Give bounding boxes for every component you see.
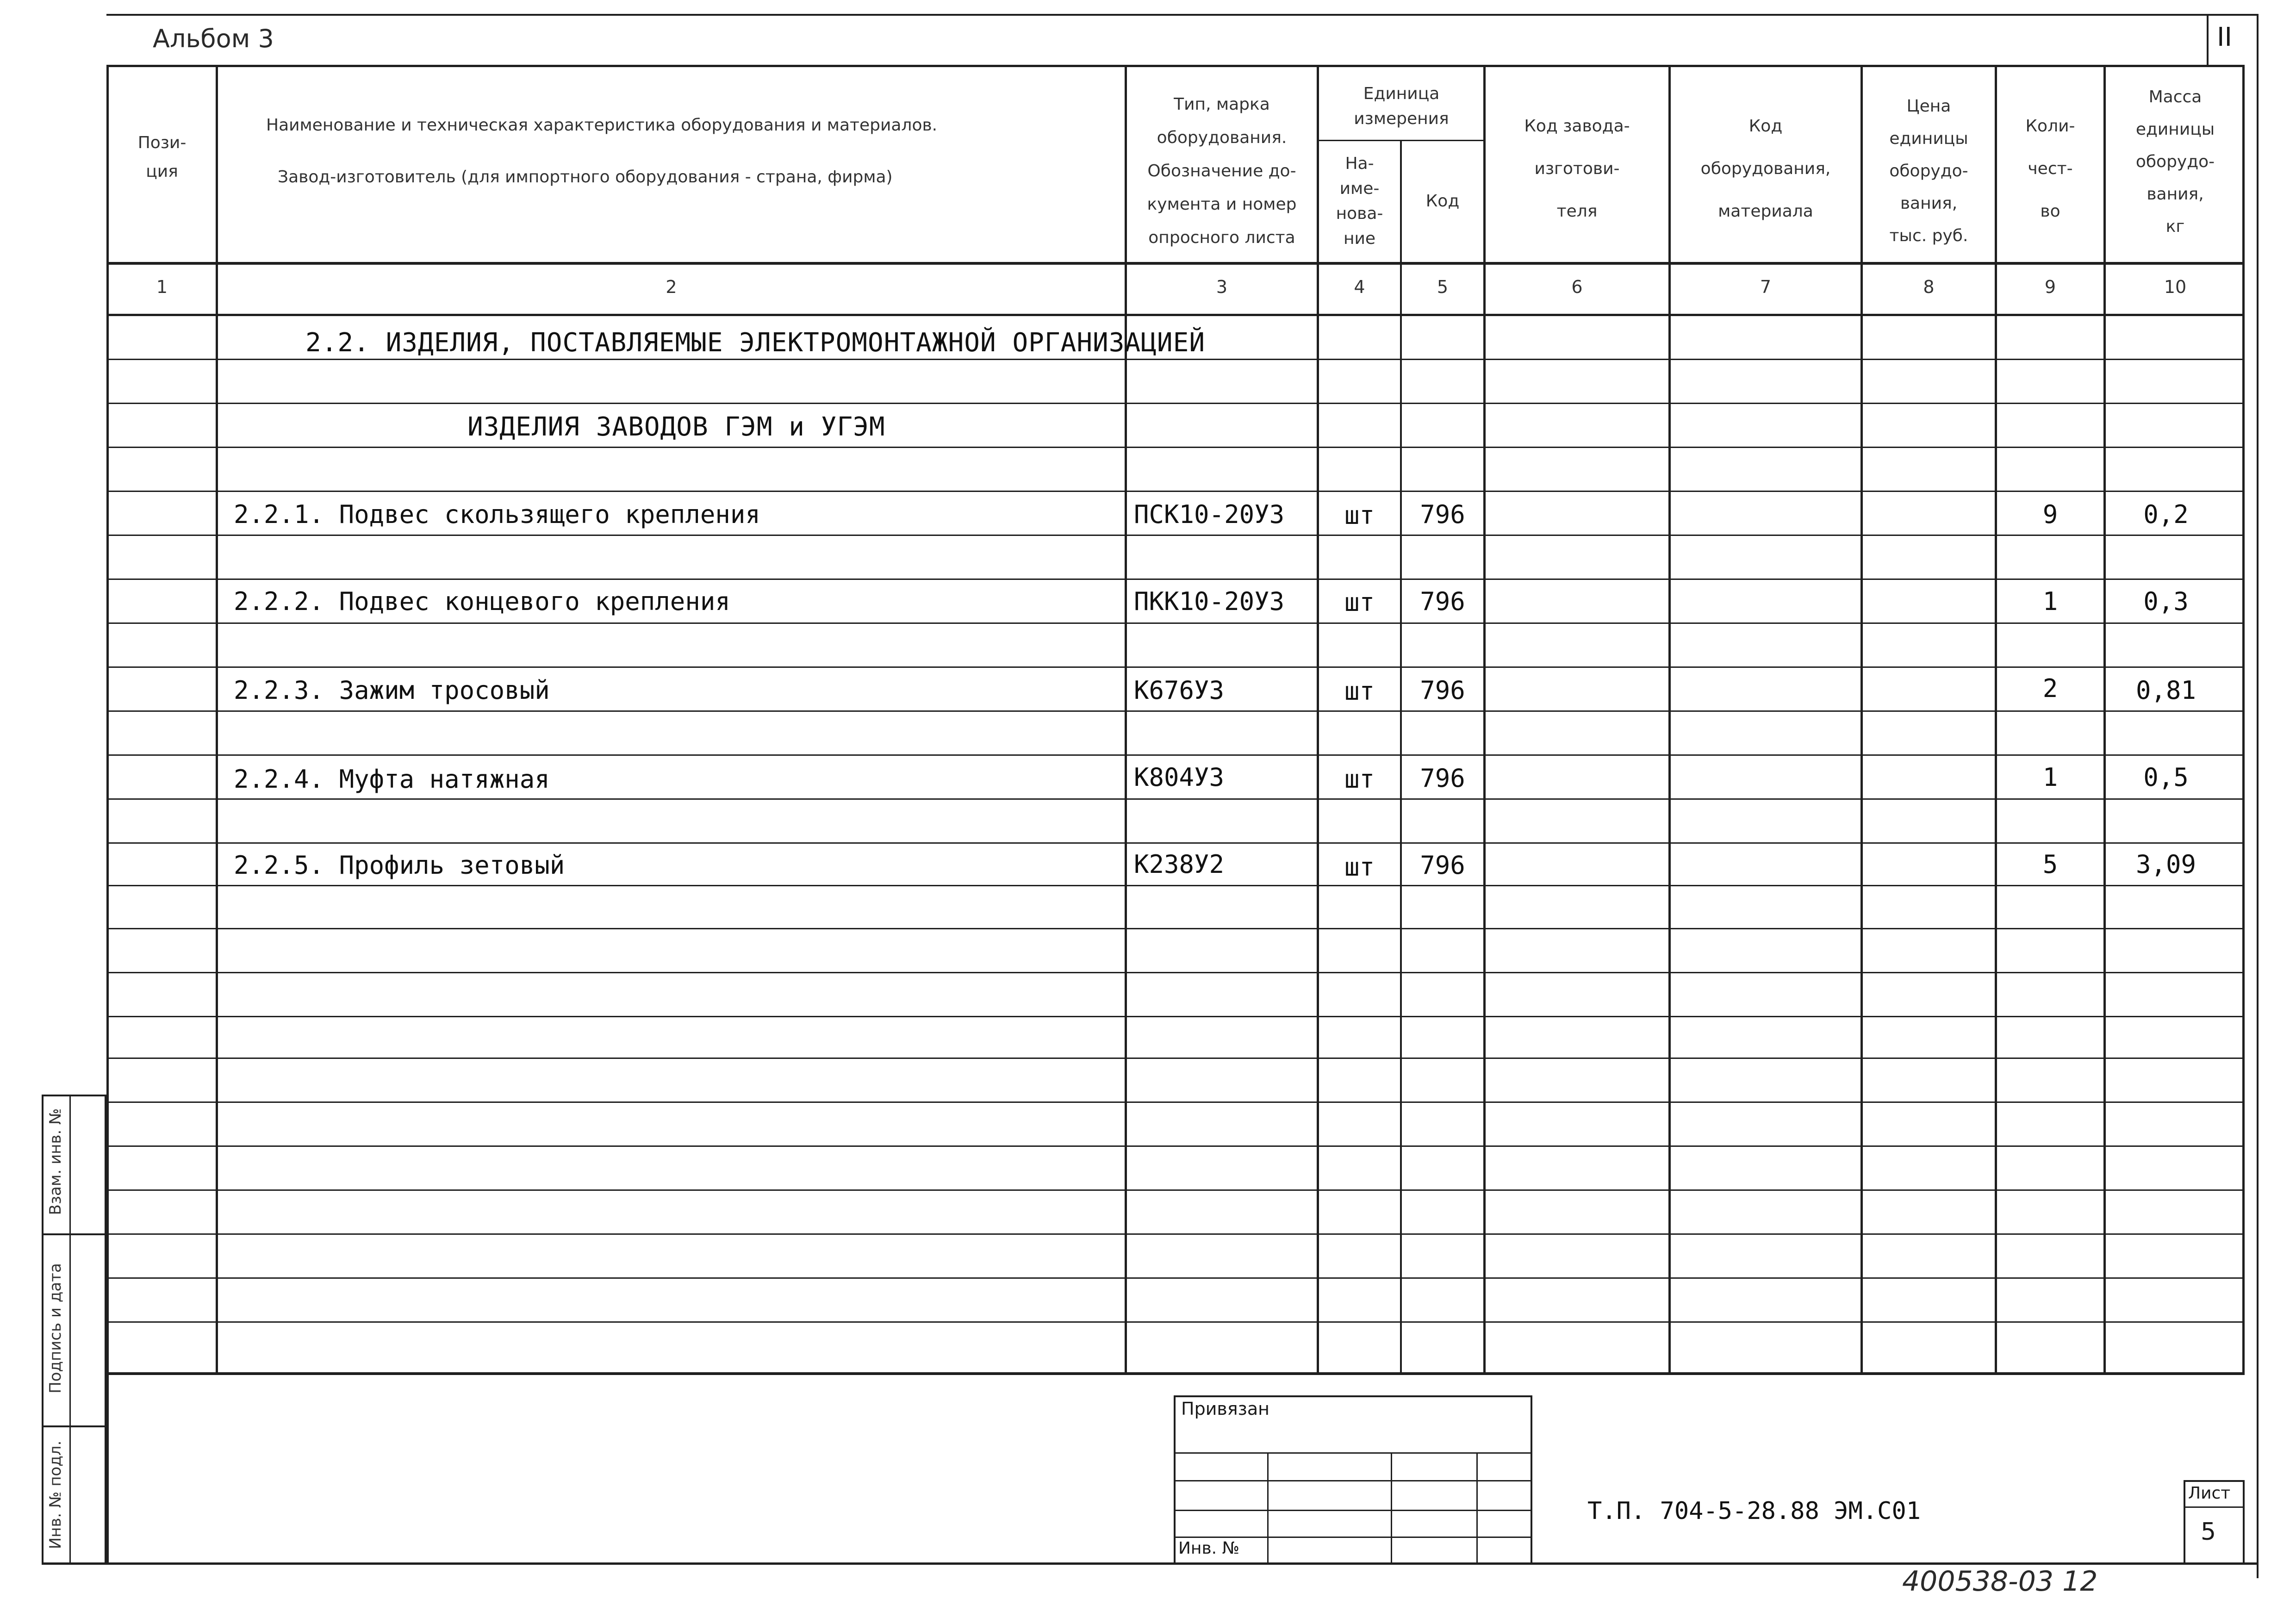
- row-line: [106, 491, 2245, 492]
- numbers-bottom-line: [106, 314, 2245, 316]
- header-equipment-code: Код оборудования, материала: [1700, 117, 1831, 221]
- section-title: 2.2. ИЗДЕЛИЯ, ПОСТАВЛЯЕМЫЕ ЭЛЕКТРОМОНТАЖНОЙ ОРГАНИЗАЦИЕЙ: [305, 328, 1206, 358]
- sheet-corner-divider: [2207, 14, 2209, 65]
- item-3-mass: 0,81: [2135, 676, 2196, 705]
- col-line-3: [1317, 65, 1319, 1375]
- header-type: Тип, марка оборудования. Обозначение до- кумента и номер опросного листа: [1147, 95, 1297, 247]
- item-5-unit: шт: [1344, 852, 1375, 882]
- row-line: [106, 359, 2245, 360]
- page-left-border: [106, 1373, 109, 1564]
- item-2-type: ПКК10-20У3: [1134, 587, 1285, 616]
- sheet-label: Лист: [2188, 1484, 2231, 1503]
- header-mass: Масса единицы оборудо- вания, кг: [2135, 87, 2215, 236]
- inv-no-label: Инв. №: [1178, 1539, 1240, 1558]
- privyazan-line-4: [1174, 1537, 1532, 1538]
- item-5-name: 2.2.5. Профиль зетовый: [234, 851, 565, 880]
- album-label: Альбом 3: [153, 24, 274, 53]
- side-label-podpis: Подпись и дата: [46, 1263, 65, 1394]
- item-3-qty: 2: [2042, 674, 2058, 703]
- row-line: [106, 1016, 2245, 1017]
- item-1-mass: 0,2: [2143, 500, 2189, 529]
- item-1-unit: шт: [1344, 501, 1375, 530]
- footer-number: 400538-03 12: [1902, 1565, 2098, 1598]
- table-bottom-border: [106, 1373, 2245, 1375]
- row-line: [106, 928, 2245, 929]
- item-4-mass: 0,5: [2143, 763, 2189, 792]
- privyazan-vline-1: [1267, 1452, 1269, 1564]
- row-line: [106, 710, 2245, 712]
- colnum-5: 5: [1437, 277, 1449, 297]
- header-name-line2: Завод-изготовитель (для импортного оборудования - страна, фирма): [278, 168, 893, 187]
- sheet-number: 5: [2201, 1518, 2216, 1546]
- row-line: [106, 1145, 2245, 1147]
- colnum-7: 7: [1760, 277, 1772, 297]
- colnum-4: 4: [1354, 277, 1365, 297]
- top-border: [106, 14, 2259, 16]
- item-5-code: 796: [1420, 851, 1465, 880]
- item-3-name: 2.2.3. Зажим тросовый: [234, 676, 550, 705]
- row-line: [106, 403, 2245, 404]
- header-quantity: Коли- чест- во: [2025, 117, 2075, 221]
- item-5-mass: 3,09: [2135, 850, 2196, 879]
- item-4-qty: 1: [2042, 763, 2058, 792]
- row-line: [106, 798, 2245, 800]
- col-line-9: [2103, 65, 2106, 1375]
- header-position: Пози- ция: [137, 133, 187, 181]
- privyazan-vline-3: [1476, 1452, 1478, 1564]
- item-5-qty: 5: [2042, 850, 2058, 879]
- colnum-6: 6: [1571, 277, 1583, 297]
- item-4-name: 2.2.4. Муфта натяжная: [234, 765, 550, 794]
- row-line: [106, 1058, 2245, 1059]
- row-line: [106, 447, 2245, 448]
- colnum-9: 9: [2044, 277, 2056, 297]
- item-3-type: К676У3: [1134, 676, 1225, 705]
- privyazan-line-2: [1174, 1480, 1532, 1481]
- row-line: [106, 885, 2245, 886]
- subsection-title: ИЗДЕЛИЯ ЗАВОДОВ ГЭМ и УГЭМ: [467, 412, 885, 442]
- document-code: Т.П. 704-5-28.88 ЭМ.С01: [1587, 1497, 1921, 1525]
- item-2-qty: 1: [2042, 587, 2058, 616]
- privyazan-label: Привязан: [1181, 1399, 1269, 1419]
- item-1-name: 2.2.1. Подвес скользящего крепления: [234, 500, 760, 529]
- col-line-4: [1400, 140, 1402, 1375]
- row-line: [106, 666, 2245, 668]
- colnum-10: 10: [2164, 277, 2187, 297]
- item-2-code: 796: [1420, 587, 1465, 616]
- colnum-3: 3: [1216, 277, 1228, 297]
- colnum-8: 8: [1923, 277, 1935, 297]
- side-label-vzam: Взам. инв. №: [46, 1108, 65, 1215]
- item-1-code: 796: [1420, 500, 1465, 529]
- item-1-qty: 9: [2042, 500, 2058, 529]
- item-3-code: 796: [1420, 676, 1465, 705]
- unit-group-divider: [1319, 140, 1485, 141]
- privyazan-line-1: [1174, 1452, 1532, 1454]
- col-line-1: [216, 65, 218, 1375]
- row-line: [106, 1189, 2245, 1191]
- spec-table: [106, 65, 2245, 1375]
- item-1-type: ПСК10-20У3: [1134, 500, 1285, 529]
- item-4-code: 796: [1420, 764, 1465, 793]
- row-line: [106, 1101, 2245, 1103]
- right-border-outer: [2257, 14, 2259, 1578]
- colnum-1: 1: [156, 277, 168, 297]
- item-2-mass: 0,3: [2143, 587, 2189, 616]
- row-line: [106, 842, 2245, 844]
- col-line-2: [1125, 65, 1127, 1375]
- item-4-unit: шт: [1344, 765, 1375, 794]
- header-name-line1: Наименование и техническая характеристика оборудования и материалов.: [266, 116, 938, 135]
- sheet-corner-number: II: [2217, 22, 2233, 52]
- row-line: [106, 1277, 2245, 1279]
- sheet-box-divider: [2184, 1506, 2245, 1508]
- header-bottom-line: [106, 262, 2245, 265]
- row-line: [106, 972, 2245, 973]
- row-line: [106, 579, 2245, 580]
- colnum-2: 2: [666, 277, 677, 297]
- page-bottom-border: [42, 1562, 2259, 1565]
- header-unit-name: На- име- нова- ние: [1336, 154, 1383, 248]
- item-2-name: 2.2.2. Подвес концевого крепления: [234, 587, 730, 616]
- header-factory-code: Код завода- изготови- теля: [1524, 117, 1630, 221]
- side-label-inv-podl: Инв. № подл.: [46, 1440, 65, 1549]
- row-line: [106, 535, 2245, 536]
- col-line-6: [1668, 65, 1671, 1375]
- row-line: [106, 754, 2245, 756]
- item-3-unit: шт: [1344, 677, 1375, 706]
- item-2-unit: шт: [1344, 588, 1375, 617]
- col-line-8: [1995, 65, 1997, 1375]
- col-line-7: [1860, 65, 1863, 1375]
- row-line: [106, 1321, 2245, 1323]
- item-4-type: К804У3: [1134, 763, 1225, 792]
- side-stamp-divider-2: [42, 1425, 106, 1427]
- privyazan-line-3: [1174, 1510, 1532, 1511]
- header-unit-group: Единица измерения: [1354, 84, 1449, 128]
- row-line: [106, 622, 2245, 624]
- side-stamp-divider-vertical: [69, 1095, 71, 1564]
- privyazan-vline-2: [1391, 1452, 1392, 1564]
- col-line-5: [1483, 65, 1486, 1375]
- item-5-type: К238У2: [1134, 850, 1225, 879]
- row-line: [106, 1233, 2245, 1235]
- header-price: Цена единицы оборудо- вания, тыс. руб.: [1889, 97, 1968, 245]
- header-unit-code: Код: [1425, 192, 1460, 211]
